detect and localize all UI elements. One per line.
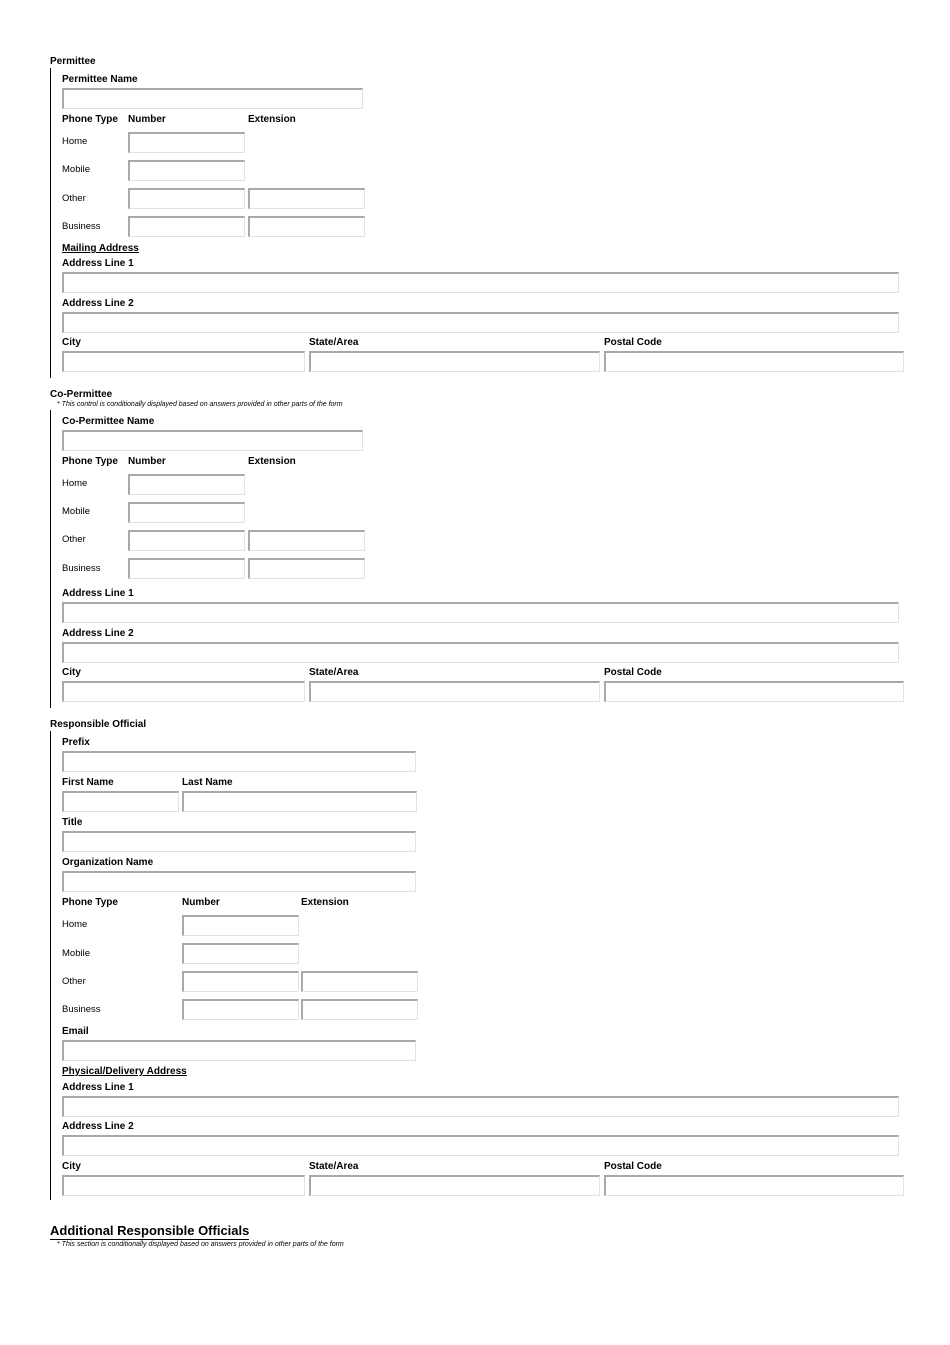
- official-state-label: State/Area: [309, 1161, 359, 1172]
- copermittee-address-line2-input[interactable]: [62, 642, 899, 663]
- copermittee-name-input[interactable]: [62, 430, 363, 451]
- permittee-name-input[interactable]: [62, 88, 363, 109]
- permittee-phone-other-label: Other: [62, 193, 86, 204]
- copermittee-phone-home-number[interactable]: [128, 474, 245, 495]
- copermittee-phone-mobile-label: Mobile: [62, 506, 90, 517]
- official-title-label: Title: [62, 817, 83, 828]
- official-email-input[interactable]: [62, 1040, 416, 1061]
- permittee-phone-business-label: Business: [62, 221, 101, 232]
- official-phone-type-header: Phone Type: [62, 897, 118, 908]
- permittee-name-label: Permittee Name: [62, 74, 138, 85]
- permittee-address-line1-label: Address Line 1: [62, 258, 134, 269]
- permittee-address-line2-input[interactable]: [62, 312, 899, 333]
- copermittee-name-label: Co-Permittee Name: [62, 416, 155, 427]
- copermittee-phone-other-label: Other: [62, 534, 86, 545]
- official-org-name-input[interactable]: [62, 871, 416, 892]
- permittee-phone-extension-header: Extension: [248, 114, 296, 125]
- official-phone-home-label: Home: [62, 919, 88, 930]
- permittee-city-input[interactable]: [62, 351, 305, 372]
- official-prefix-label: Prefix: [62, 737, 90, 748]
- copermittee-phone-extension-header: Extension: [248, 456, 296, 467]
- permittee-phone-mobile-number[interactable]: [128, 160, 245, 181]
- official-phone-extension-header: Extension: [301, 897, 349, 908]
- official-phone-business-number[interactable]: [182, 999, 299, 1020]
- copermittee-phone-type-header: Phone Type: [62, 456, 118, 467]
- permittee-section-title: Permittee: [50, 56, 96, 67]
- copermittee-phone-other-number[interactable]: [128, 530, 245, 551]
- official-section-rule: [50, 731, 51, 1200]
- official-postal-input[interactable]: [604, 1175, 904, 1196]
- official-last-name-label: Last Name: [182, 777, 233, 788]
- official-last-name-input[interactable]: [182, 791, 417, 812]
- permittee-phone-other-number[interactable]: [128, 188, 245, 209]
- permittee-postal-input[interactable]: [604, 351, 904, 372]
- official-phone-number-header: Number: [182, 897, 220, 908]
- official-physical-address-heading: Physical/Delivery Address: [62, 1066, 187, 1077]
- official-phone-other-number[interactable]: [182, 971, 299, 992]
- copermittee-state-input[interactable]: [309, 681, 600, 702]
- additional-officials-conditional-note: * This section is conditionally displayed based on answers provided in other parts of the form: [57, 1241, 344, 1248]
- copermittee-phone-home-label: Home: [62, 478, 88, 489]
- permittee-phone-business-number[interactable]: [128, 216, 245, 237]
- permittee-postal-label: Postal Code: [604, 337, 662, 348]
- official-title-input[interactable]: [62, 831, 416, 852]
- permittee-address-line2-label: Address Line 2: [62, 298, 134, 309]
- copermittee-address-line2-label: Address Line 2: [62, 628, 134, 639]
- copermittee-phone-business-label: Business: [62, 563, 101, 574]
- official-first-name-label: First Name: [62, 777, 114, 788]
- copermittee-postal-input[interactable]: [604, 681, 904, 702]
- copermittee-address-line1-input[interactable]: [62, 602, 899, 623]
- official-address-line2-label: Address Line 2: [62, 1121, 134, 1132]
- permittee-phone-business-extension[interactable]: [248, 216, 365, 237]
- permittee-phone-type-header: Phone Type: [62, 114, 118, 125]
- additional-officials-title: Additional Responsible Officials: [50, 1223, 250, 1238]
- copermittee-phone-business-number[interactable]: [128, 558, 245, 579]
- official-phone-other-extension[interactable]: [301, 971, 418, 992]
- copermittee-phone-mobile-number[interactable]: [128, 502, 245, 523]
- official-phone-home-number[interactable]: [182, 915, 299, 936]
- official-org-name-label: Organization Name: [62, 857, 154, 868]
- permittee-phone-number-header: Number: [128, 114, 166, 125]
- permittee-city-label: City: [62, 337, 81, 348]
- official-phone-other-label: Other: [62, 976, 86, 987]
- copermittee-phone-business-extension[interactable]: [248, 558, 365, 579]
- copermittee-section-title: Co-Permittee: [50, 389, 113, 400]
- official-email-label: Email: [62, 1026, 89, 1037]
- copermittee-city-label: City: [62, 667, 81, 678]
- permittee-phone-other-extension[interactable]: [248, 188, 365, 209]
- copermittee-section-rule: [50, 410, 51, 708]
- official-city-input[interactable]: [62, 1175, 305, 1196]
- copermittee-phone-number-header: Number: [128, 456, 166, 467]
- permittee-phone-home-label: Home: [62, 136, 88, 147]
- official-address-line1-label: Address Line 1: [62, 1082, 134, 1093]
- copermittee-conditional-note: * This control is conditionally displayed based on answers provided in other parts of the form: [57, 401, 343, 408]
- permittee-state-input[interactable]: [309, 351, 600, 372]
- permittee-section-rule: [50, 68, 51, 378]
- copermittee-state-label: State/Area: [309, 667, 359, 678]
- copermittee-address-line1-label: Address Line 1: [62, 588, 134, 599]
- official-prefix-input[interactable]: [62, 751, 416, 772]
- permittee-phone-mobile-label: Mobile: [62, 164, 90, 175]
- official-address-line1-input[interactable]: [62, 1096, 899, 1117]
- permittee-mailing-address-heading: Mailing Address: [62, 243, 139, 254]
- official-city-label: City: [62, 1161, 81, 1172]
- official-section-title: Responsible Official: [50, 719, 147, 730]
- official-state-input[interactable]: [309, 1175, 600, 1196]
- official-first-name-input[interactable]: [62, 791, 179, 812]
- copermittee-postal-label: Postal Code: [604, 667, 662, 678]
- permittee-state-label: State/Area: [309, 337, 359, 348]
- official-phone-mobile-number[interactable]: [182, 943, 299, 964]
- official-phone-mobile-label: Mobile: [62, 948, 90, 959]
- official-address-line2-input[interactable]: [62, 1135, 899, 1156]
- official-phone-business-label: Business: [62, 1004, 101, 1015]
- official-postal-label: Postal Code: [604, 1161, 662, 1172]
- permittee-phone-home-number[interactable]: [128, 132, 245, 153]
- permittee-address-line1-input[interactable]: [62, 272, 899, 293]
- official-phone-business-extension[interactable]: [301, 999, 418, 1020]
- copermittee-city-input[interactable]: [62, 681, 305, 702]
- copermittee-phone-other-extension[interactable]: [248, 530, 365, 551]
